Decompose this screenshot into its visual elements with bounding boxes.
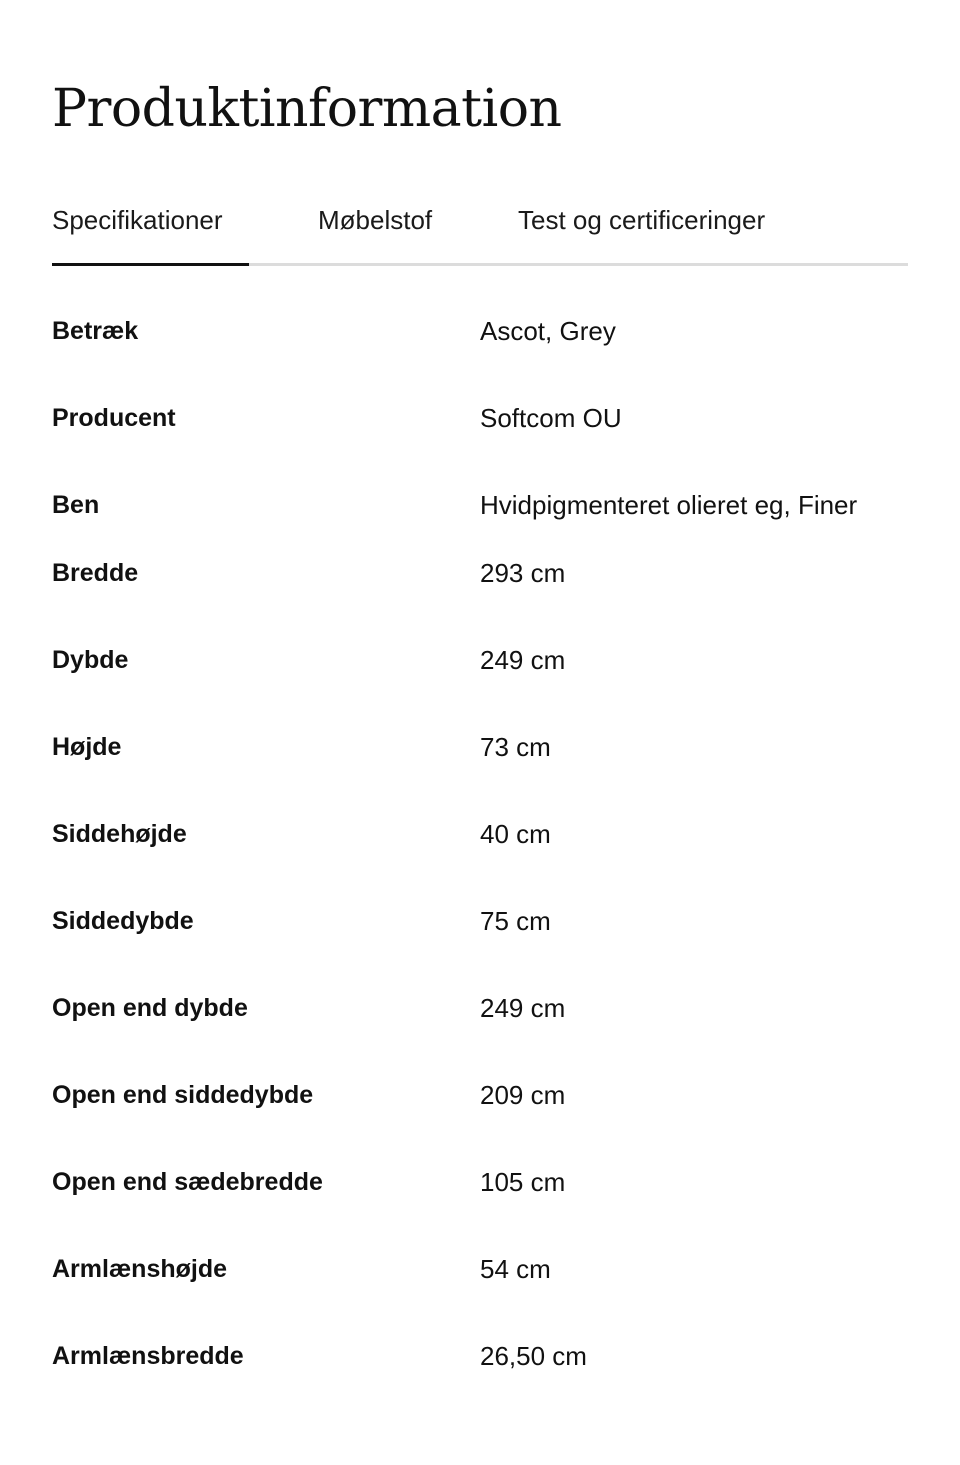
spec-value: Hvidpigmenteret olieret eg, Finer [480,490,858,520]
spec-row-open-end-dybde [52,991,908,1078]
spec-row-armlaenshojde [52,1252,908,1339]
spec-value: 73 cm [480,732,551,762]
spec-label: Ben [52,491,100,519]
tab-indicator [318,263,450,266]
tab-mobelstof[interactable] [318,200,450,266]
specifications-list [52,314,908,1426]
spec-label: Open end sædebredde [52,1168,323,1196]
spec-label: Bredde [52,559,139,587]
spec-row-betraek [52,314,908,401]
spec-value: 249 cm [480,993,566,1023]
spec-row-hojde [52,730,908,817]
spec-label: Betræk [52,317,139,345]
spec-label: Dybde [52,646,129,674]
spec-label: Siddehøjde [52,820,187,848]
spec-value: 105 cm [480,1167,566,1197]
spec-label: Armlænsbredde [52,1342,244,1370]
spec-label: Producent [52,404,176,432]
spec-label: Armlænshøjde [52,1255,228,1283]
tab-specifikationer[interactable] [52,200,249,266]
tab-indicator [518,263,806,266]
spec-row-producent [52,401,908,488]
spec-row-bredde [52,556,908,643]
page-title: Produktinformation [52,79,562,139]
spec-row-dybde [52,643,908,730]
spec-label: Højde [52,733,122,761]
spec-row-open-end-siddedybde [52,1078,908,1165]
spec-row-open-end-saedebredde [52,1165,908,1252]
tab-label: Møbelstof [318,205,433,235]
spec-value: 75 cm [480,906,551,936]
spec-value: 249 cm [480,645,566,675]
spec-row-ben [52,488,908,556]
tab-bar [52,200,908,266]
active-tab-indicator [52,263,249,266]
spec-row-armlaensbredde [52,1339,908,1426]
tab-label: Specifikationer [52,205,223,235]
spec-label: Siddedybde [52,907,194,935]
spec-value: 54 cm [480,1254,551,1284]
spec-row-siddehojde [52,817,908,904]
tab-test-og-certificeringer[interactable] [518,200,806,266]
spec-value: 209 cm [480,1080,566,1110]
spec-row-siddedybde [52,904,908,991]
spec-label: Open end siddedybde [52,1081,314,1109]
spec-value: 26,50 cm [480,1341,587,1371]
spec-value: 293 cm [480,558,566,588]
spec-value: Softcom OU [480,403,622,433]
spec-value: Ascot, Grey [480,316,616,346]
spec-label: Open end dybde [52,994,248,1022]
tab-label: Test og certificeringer [518,205,766,235]
spec-value: 40 cm [480,819,551,849]
